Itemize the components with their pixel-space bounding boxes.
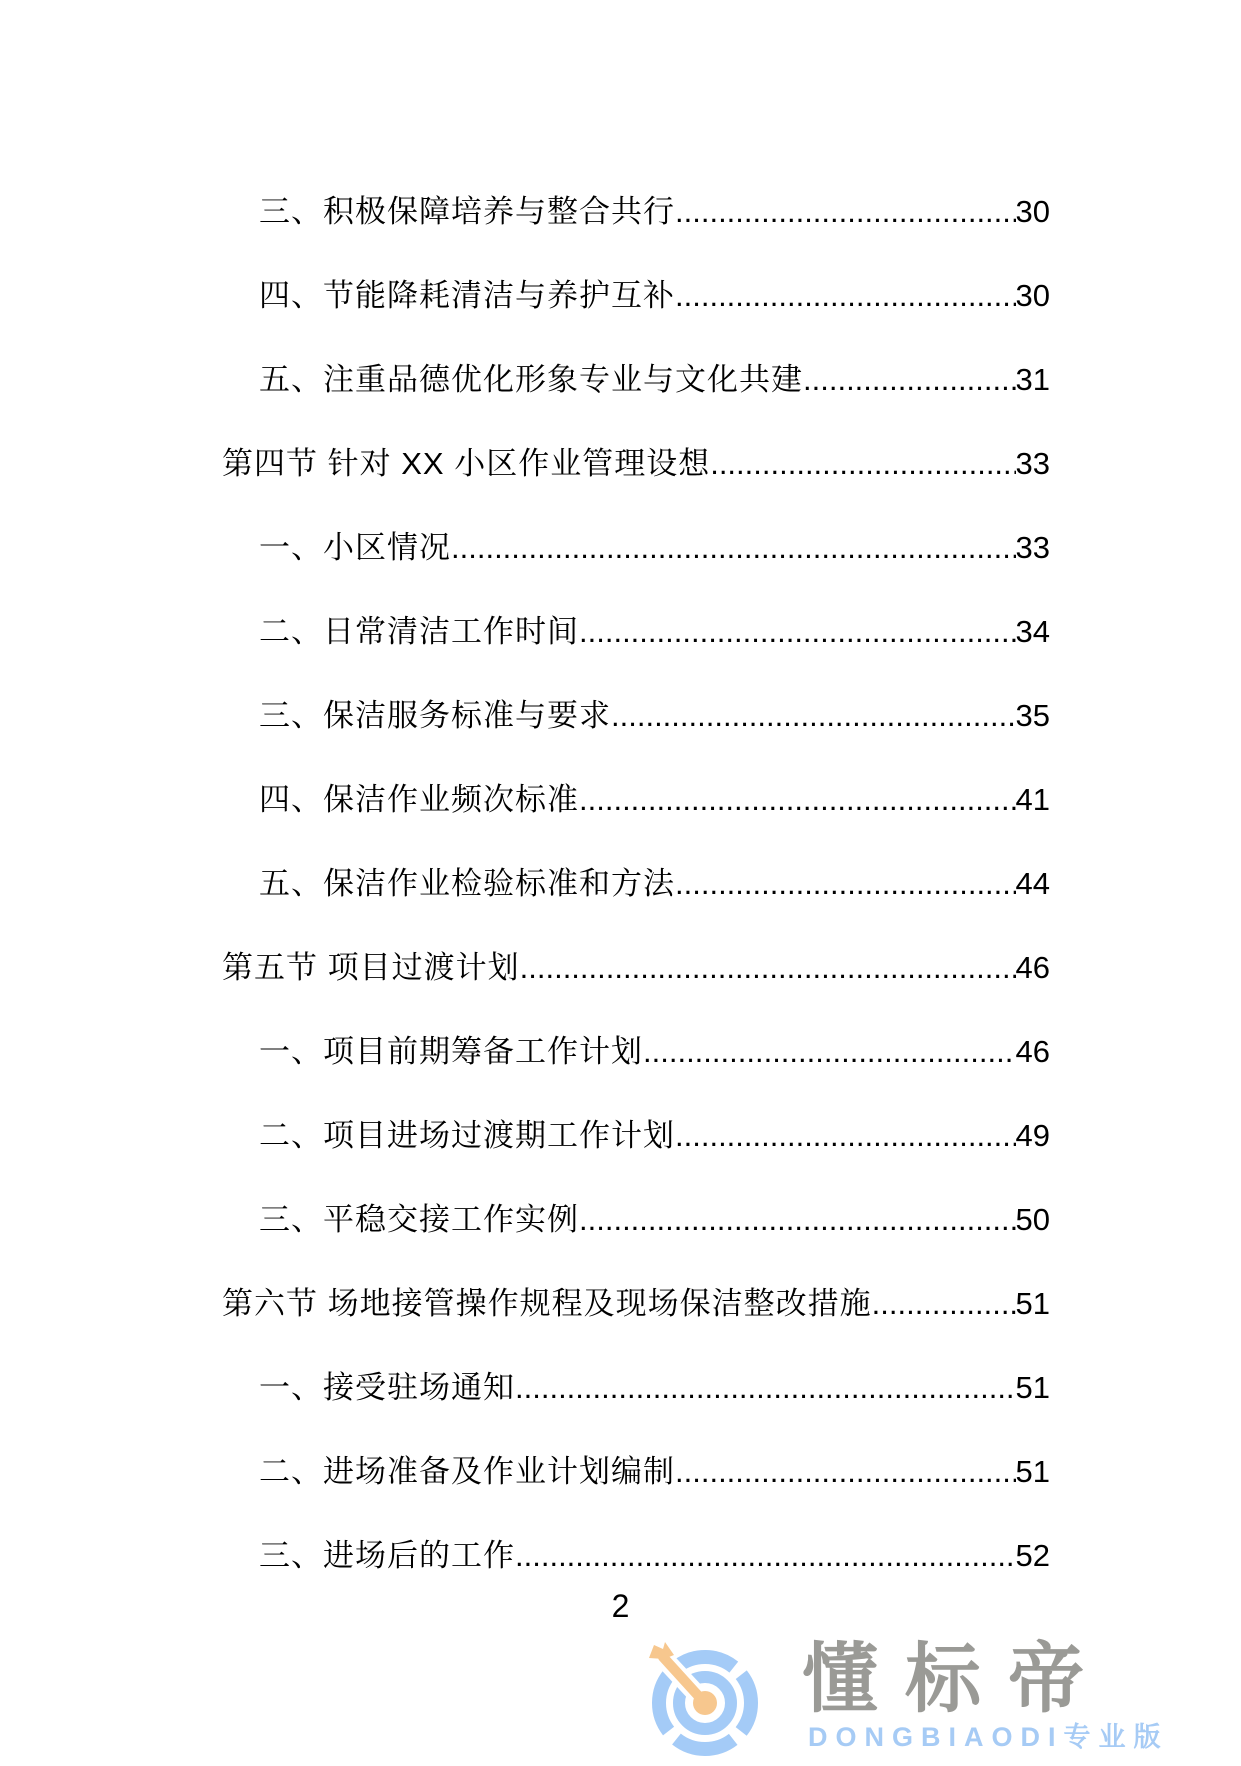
toc-entry-title: 五、保洁作业检验标准和方法 xyxy=(259,866,675,901)
toc-entry-title: 四、保洁作业频次标准 xyxy=(259,782,579,817)
toc xyxy=(222,170,1050,1598)
toc-entry xyxy=(222,590,1050,674)
toc-entry xyxy=(222,842,1050,926)
toc-entry-page: 33 xyxy=(1015,446,1050,481)
toc-entry-page: 34 xyxy=(1015,614,1050,649)
toc-leader-dots xyxy=(579,590,1016,674)
toc-leader-dots xyxy=(579,758,1016,842)
toc-entry xyxy=(222,674,1050,758)
toc-leader-dots xyxy=(675,170,1016,254)
watermark-brand-en xyxy=(808,1722,1169,1752)
toc-entry-title: 一、接受驻场通知 xyxy=(259,1370,515,1405)
toc-entry-page: 31 xyxy=(1015,362,1050,397)
toc-entry-page: 51 xyxy=(1015,1454,1050,1489)
toc-entry-title: 二、进场准备及作业计划编制 xyxy=(259,1454,675,1489)
toc-entry-title: 二、项目进场过渡期工作计划 xyxy=(259,1118,675,1153)
toc-leader-dots xyxy=(515,1346,1016,1430)
toc-entry-page: 46 xyxy=(1015,950,1050,985)
toc-entry-title: 五、注重品德优化形象专业与文化共建 xyxy=(259,362,803,397)
toc-leader-dots xyxy=(675,1430,1016,1514)
toc-entry xyxy=(222,1094,1050,1178)
watermark-brand-cn: 懂标帝 xyxy=(802,1637,1111,1722)
toc-entry-page: 30 xyxy=(1015,194,1050,229)
toc-entry-page: 33 xyxy=(1015,530,1050,565)
toc-entry xyxy=(222,926,1050,1010)
toc-entry-page: 52 xyxy=(1015,1538,1050,1573)
toc-entry-page: 41 xyxy=(1015,782,1050,817)
toc-entry-page: 30 xyxy=(1015,278,1050,313)
watermark xyxy=(640,1636,1169,1754)
toc-entry-title: 三、积极保障培养与整合共行 xyxy=(259,194,675,229)
toc-leader-dots xyxy=(710,422,1015,506)
toc-entry-page: 50 xyxy=(1015,1202,1050,1237)
toc-entry xyxy=(222,254,1050,338)
watermark-edition-label: 专业版 xyxy=(1063,1722,1169,1752)
toc-leader-dots xyxy=(520,926,1016,1010)
toc-leader-dots xyxy=(643,1010,1016,1094)
toc-leader-dots xyxy=(872,1262,1016,1346)
toc-entry-page: 51 xyxy=(1015,1286,1050,1321)
toc-entry xyxy=(222,758,1050,842)
toc-leader-dots xyxy=(451,506,1016,590)
toc-leader-dots xyxy=(611,674,1016,758)
toc-leader-dots xyxy=(675,842,1016,926)
toc-entry xyxy=(222,1178,1050,1262)
toc-entry-page: 46 xyxy=(1015,1034,1050,1069)
toc-entry xyxy=(222,1010,1050,1094)
toc-entry-title: 四、节能降耗清洁与养护互补 xyxy=(259,278,675,313)
toc-entry xyxy=(222,1430,1050,1514)
toc-entry-title: 三、进场后的工作 xyxy=(259,1538,515,1573)
toc-entry xyxy=(222,1262,1050,1346)
dongbiaodi-logo-icon xyxy=(642,1640,768,1766)
toc-entry xyxy=(222,338,1050,422)
toc-entry-title: 三、平稳交接工作实例 xyxy=(259,1202,579,1237)
toc-entry-page: 51 xyxy=(1015,1370,1050,1405)
toc-entry-page: 44 xyxy=(1015,866,1050,901)
page-number: 2 xyxy=(611,1588,630,1624)
toc-entry-title: 第五节 项目过渡计划 xyxy=(222,950,520,985)
toc-leader-dots xyxy=(579,1178,1016,1262)
toc-entry-title: 一、项目前期筹备工作计划 xyxy=(259,1034,643,1069)
toc-entry-title: 第四节 针对 XX 小区作业管理设想 xyxy=(222,446,711,481)
toc-entry-title: 第六节 场地接管操作规程及现场保洁整改措施 xyxy=(222,1286,872,1321)
toc-entry-page: 49 xyxy=(1015,1118,1050,1153)
toc-entry-title: 二、日常清洁工作时间 xyxy=(259,614,579,649)
toc-leader-dots xyxy=(675,1094,1016,1178)
toc-leader-dots xyxy=(675,254,1016,338)
toc-entry xyxy=(222,1346,1050,1430)
toc-entry-title: 一、小区情况 xyxy=(259,530,451,565)
toc-entry xyxy=(222,170,1050,254)
toc-entry-page: 35 xyxy=(1015,698,1050,733)
toc-leader-dots xyxy=(803,338,1016,422)
toc-entry xyxy=(222,422,1050,506)
watermark-brand-en-latin: DONGBIAODI xyxy=(808,1722,1064,1752)
toc-entry xyxy=(222,506,1050,590)
toc-entry-title: 三、保洁服务标准与要求 xyxy=(259,698,611,733)
